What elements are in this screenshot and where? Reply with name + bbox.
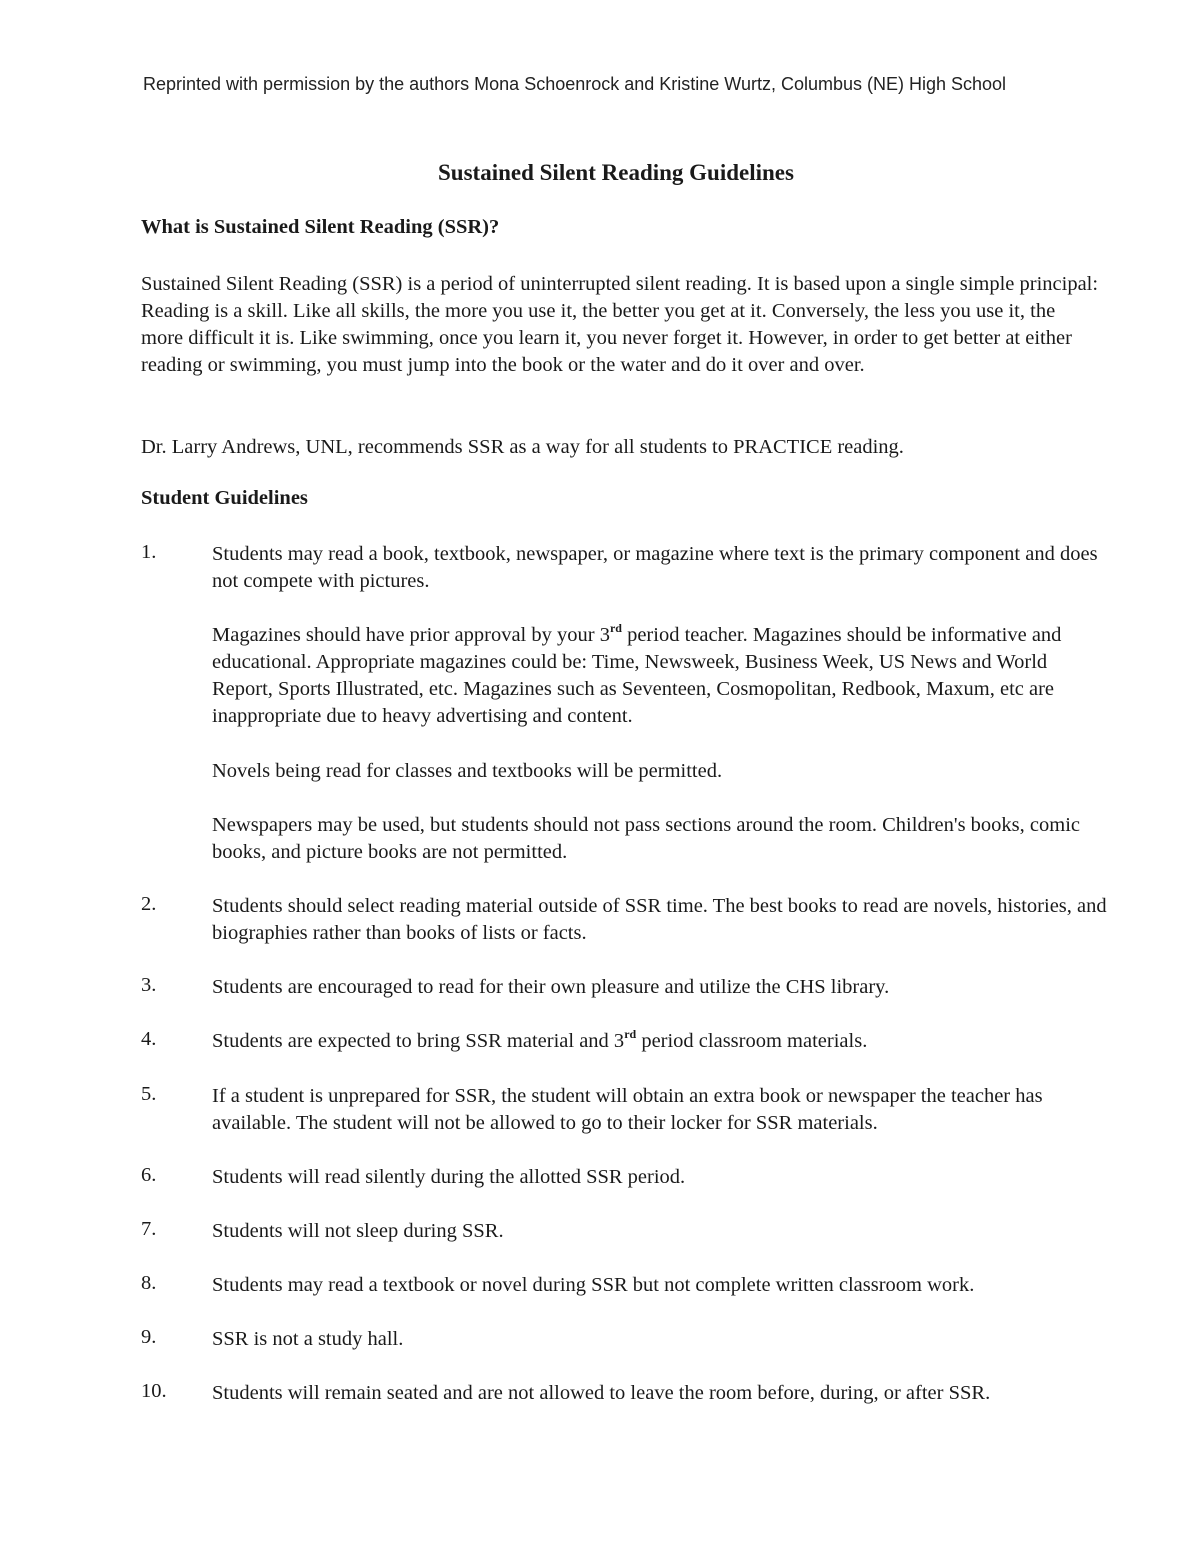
guideline-subparagraph-newspapers: Newspapers may be used, but students should not pass sections around the room. Children's books, comic books, and picture books are not permitted. (212, 814, 1080, 863)
recommendation-paragraph: Dr. Larry Andrews, UNL, recommends SSR as a way for all students to PRACTICE reading. (141, 436, 904, 458)
guideline-text: Students may read a textbook or novel during SSR but not complete written classroom work. (212, 1274, 975, 1296)
guideline-number: 1. (141, 541, 157, 563)
guideline-number: 4. (141, 1028, 157, 1050)
guideline-subparagraph-magazines: Magazines should have prior approval by your 3rd period teacher. Magazines should be informative and educational. Appropriate magazines could be: Time, Newsweek, Business Week, US News and World Report, Sports Illustrated, etc. Magazines such as Seventeen, Cosmopolitan, Redbook, Maxum, etc are inappropriate due to heavy advertising and content. (212, 621, 1062, 727)
guideline-number: 2. (141, 893, 157, 915)
guideline-number: 6. (141, 1164, 157, 1186)
guideline-number: 9. (141, 1326, 157, 1348)
guideline-text: Students will not sleep during SSR. (212, 1220, 504, 1242)
guideline-number: 10. (141, 1380, 167, 1402)
intro-paragraph: Sustained Silent Reading (SSR) is a period of uninterrupted silent reading. It is based upon a single simple principal: Reading is a skill. Like all skills, the more you use it, the better you get at it. Conversely, the less you use it, the more difficult it is. Like swimming, once you learn it, you never forget it. However, in order to get better at either reading or swimming, you must jump into the book or the water and do it over and over. (141, 273, 1099, 376)
guideline-number: 8. (141, 1272, 157, 1294)
guideline-text: Students are expected to bring SSR material and 3rd period classroom materials. (212, 1027, 868, 1052)
guideline-text: If a student is unprepared for SSR, the student will obtain an extra book or newspaper the teacher has available. The student will not be allowed to go to their locker for SSR materials. (212, 1085, 1043, 1134)
guideline-subparagraph-novels: Novels being read for classes and textbooks will be permitted. (212, 760, 723, 782)
guideline-number: 5. (141, 1083, 157, 1105)
guideline-number: 7. (141, 1218, 157, 1240)
section-heading-student-guidelines: Student Guidelines (141, 487, 308, 509)
section-heading-what-is-ssr: What is Sustained Silent Reading (SSR)? (141, 216, 500, 238)
guideline-text: Students may read a book, textbook, newspaper, or magazine where text is the primary component and does not compete with pictures. (212, 543, 1098, 592)
guideline-text: Students should select reading material outside of SSR time. The best books to read are novels, histories, and biographies rather than books of lists or facts. (212, 895, 1107, 944)
guideline-text: Students will read silently during the allotted SSR period. (212, 1166, 686, 1188)
guideline-text: Students are encouraged to read for their own pleasure and utilize the CHS library. (212, 976, 890, 998)
reprint-note: Reprinted with permission by the authors Mona Schoenrock and Kristine Wurtz, Columbus (NE) High School (143, 74, 1007, 94)
document-title: Sustained Silent Reading Guidelines (438, 160, 794, 185)
guideline-number: 3. (141, 974, 157, 996)
guideline-text: SSR is not a study hall. (212, 1328, 404, 1350)
guideline-text: Students will remain seated and are not allowed to leave the room before, during, or after SSR. (212, 1382, 991, 1404)
